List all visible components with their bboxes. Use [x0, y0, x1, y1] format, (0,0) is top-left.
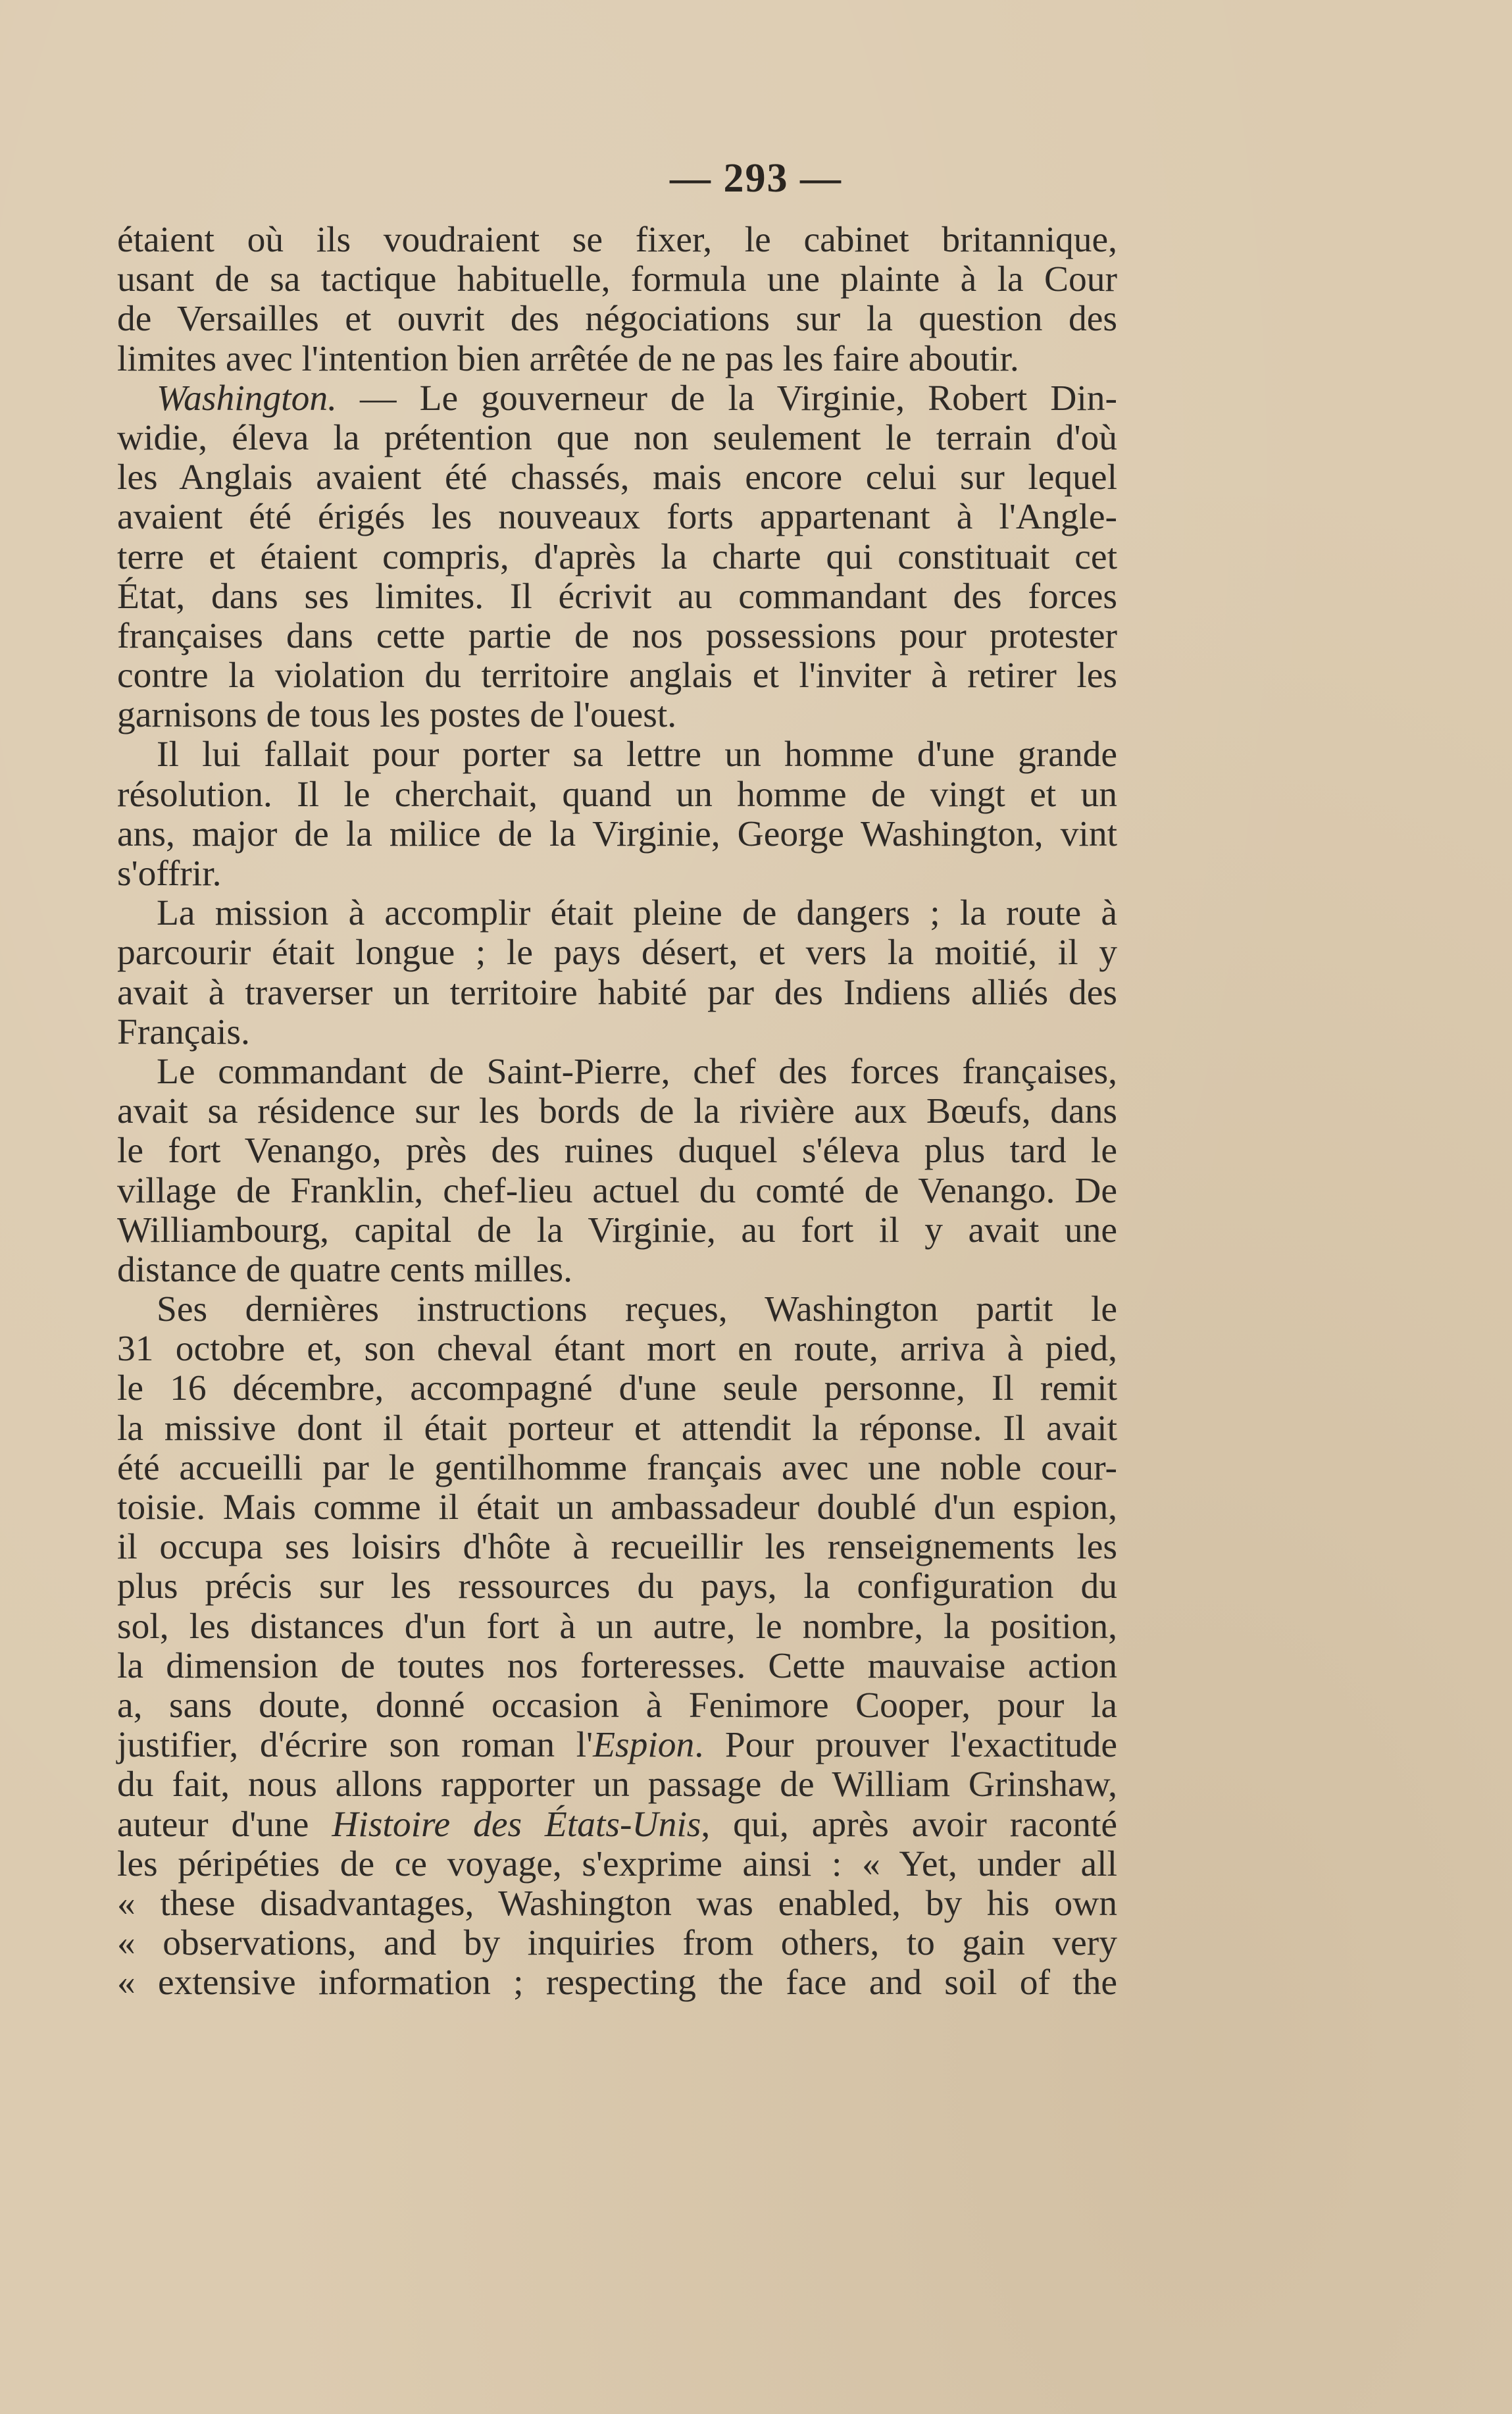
- page-number: — 293 —: [670, 156, 842, 201]
- text-line: [117, 1686, 1117, 1726]
- text-run: toisie. Mais comme il était un ambassadeur doublé d'un espion,: [117, 1487, 1117, 1528]
- text-line: [117, 1171, 1117, 1211]
- text-line: [117, 1488, 1117, 1528]
- text-line: [117, 1884, 1117, 1924]
- text-run: sol, les distances d'un fort à un autre, le nombre, la position,: [117, 1606, 1117, 1647]
- text-run: parcourir était longue ; le pays désert, et vers la moitié, il y: [117, 933, 1117, 973]
- text-line: [117, 854, 1117, 894]
- italic-run: Washington.: [157, 378, 337, 419]
- text-line: [117, 1765, 1117, 1805]
- text-line: [117, 1250, 1117, 1290]
- text-line: [117, 1409, 1117, 1449]
- body-text: [117, 220, 1117, 2003]
- text-run: s'offrir.: [117, 854, 222, 894]
- italic-run: Espion: [593, 1725, 695, 1766]
- text-line: [117, 656, 1117, 696]
- text-line: [117, 299, 1117, 339]
- text-line: [117, 1449, 1117, 1488]
- text-run: « extensive information ; respecting the face and soil of the: [117, 1963, 1117, 2003]
- text-run: . Pour prouver l'exactitude: [694, 1725, 1117, 1766]
- text-line: [117, 1607, 1117, 1647]
- text-run: les péripéties de ce voyage, s'exprime ainsi : « Yet, under all: [117, 1843, 1117, 1884]
- text-line: [117, 1567, 1117, 1606]
- text-run: été accueilli par le gentilhomme français avec une noble cour-: [117, 1447, 1117, 1488]
- text-line: [117, 1528, 1117, 1567]
- text-run: distance de quatre cents milles.: [117, 1249, 572, 1290]
- text-line: [117, 419, 1117, 458]
- text-run: de Versailles et ouvrit des négociations sur la question des: [117, 299, 1117, 340]
- text-line: [117, 260, 1117, 299]
- text-line: [117, 1924, 1117, 1963]
- text-run: du fait, nous allons rapporter un passage de William Grinshaw,: [117, 1764, 1117, 1805]
- text-run: — Le gouverneur de la Virginie, Robert Din-: [336, 378, 1117, 419]
- text-line: [117, 1369, 1117, 1408]
- text-run: avaient été érigés les nouveaux forts appartenant à l'Angle-: [117, 497, 1117, 538]
- text-line: [117, 1726, 1117, 1765]
- text-run: la missive dont il était porteur et attendit la réponse. Il avait: [117, 1408, 1117, 1449]
- text-run: ans, major de la milice de la Virginie, George Washington, vint: [117, 813, 1117, 854]
- text-run: Ses dernières instructions reçues, Washington partit le: [157, 1289, 1117, 1330]
- text-line: [117, 1131, 1117, 1171]
- text-line: [117, 617, 1117, 656]
- text-line: [117, 1211, 1117, 1250]
- text-line: [117, 735, 1117, 775]
- text-run: Williambourg, capital de la Virginie, au fort il y avait une: [117, 1210, 1117, 1250]
- text-run: il occupa ses loisirs d'hôte à recueillir les renseignements les: [117, 1527, 1117, 1568]
- text-run: usant de sa tactique habituelle, formula une plainte à la Cour: [117, 259, 1117, 300]
- text-run: le fort Venango, près des ruines duquel s'éleva plus tard le: [117, 1131, 1117, 1171]
- text-line: [117, 973, 1117, 1013]
- text-line: [117, 696, 1117, 735]
- text-line: [117, 340, 1117, 379]
- text-line: [117, 458, 1117, 498]
- italic-run: Histoire des États-Unis: [332, 1804, 701, 1845]
- text-run: « these disadvantages, Washington was enabled, by his own: [117, 1883, 1117, 1924]
- text-line: [117, 538, 1117, 577]
- text-run: Le commandant de Saint-Pierre, chef des forces françaises,: [157, 1051, 1117, 1092]
- text-run: widie, éleva la prétention que non seulement le terrain d'où: [117, 417, 1117, 458]
- text-run: limites avec l'intention bien arrêtée de ne pas les faire aboutir.: [117, 338, 1019, 379]
- text-run: garnisons de tous les postes de l'ouest.: [117, 695, 677, 736]
- text-line: [117, 1647, 1117, 1686]
- text-line: [117, 577, 1117, 617]
- text-run: étaient où ils voudraient se fixer, le cabinet britannique,: [117, 220, 1117, 260]
- text-line: [117, 1963, 1117, 2003]
- text-run: État, dans ses limites. Il écrivit au commandant des forces: [117, 576, 1117, 617]
- text-run: Il lui fallait pour porter sa lettre un homme d'une grande: [157, 734, 1117, 775]
- text-run: a, sans doute, donné occasion à Fenimore Cooper, pour la: [117, 1685, 1117, 1726]
- text-run: avait sa résidence sur les bords de la rivière aux Bœufs, dans: [117, 1091, 1117, 1132]
- text-run: les Anglais avaient été chassés, mais encore celui sur lequel: [117, 457, 1117, 498]
- text-run: La mission à accomplir était pleine de dangers ; la route à: [157, 893, 1117, 934]
- text-line: [117, 1013, 1117, 1052]
- text-line: [117, 379, 1117, 419]
- text-run: village de Franklin, chef-lieu actuel du comté de Venango. De: [117, 1170, 1117, 1211]
- text-line: [117, 498, 1117, 537]
- text-line: [117, 220, 1117, 260]
- text-run: , qui, après avoir raconté: [701, 1804, 1117, 1845]
- text-line: [117, 894, 1117, 933]
- text-line: [117, 1290, 1117, 1329]
- text-line: [117, 1805, 1117, 1845]
- text-line: [117, 1052, 1117, 1092]
- text-run: « observations, and by inquiries from others, to gain very: [117, 1923, 1117, 1964]
- text-run: terre et étaient compris, d'après la charte qui constituait cet: [117, 536, 1117, 577]
- text-run: françaises dans cette partie de nos possessions pour protester: [117, 615, 1117, 656]
- text-line: [117, 1092, 1117, 1131]
- text-line: [117, 933, 1117, 973]
- text-run: la dimension de toutes nos forteresses. Cette mauvaise action: [117, 1645, 1117, 1686]
- text-run: le 16 décembre, accompagné d'une seule personne, Il remit: [117, 1368, 1117, 1409]
- text-run: 31 octobre et, son cheval étant mort en route, arriva à pied,: [117, 1329, 1117, 1370]
- text-line: [117, 815, 1117, 854]
- text-run: auteur d'une: [117, 1804, 332, 1845]
- text-run: Français.: [117, 1012, 250, 1052]
- text-run: contre la violation du territoire anglais et l'inviter à retirer les: [117, 655, 1117, 696]
- text-run: plus précis sur les ressources du pays, la configuration du: [117, 1566, 1117, 1607]
- text-run: résolution. Il le cherchait, quand un homme de vingt et un: [117, 774, 1117, 815]
- text-line: [117, 1329, 1117, 1369]
- text-run: justifier, d'écrire son roman l': [117, 1725, 593, 1766]
- text-line: [117, 1845, 1117, 1884]
- text-line: [117, 775, 1117, 815]
- text-run: avait à traverser un territoire habité par des Indiens alliés des: [117, 972, 1117, 1013]
